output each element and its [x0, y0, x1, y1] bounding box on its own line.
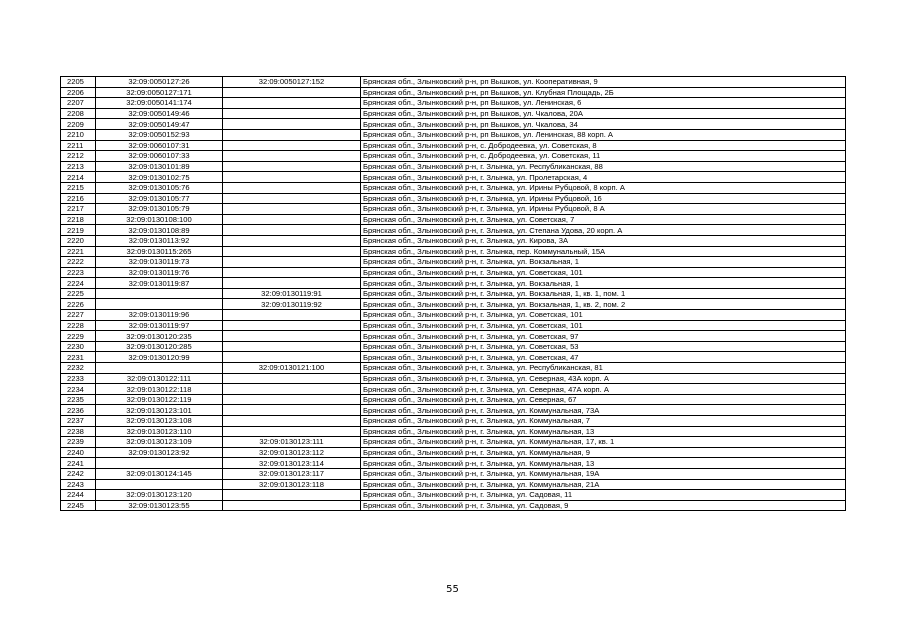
address-cell: Брянская обл., Злынковский р-н, рп Вышков, ул. Клубная Площадь, 2Б: [361, 87, 846, 98]
cadastral-number-cell: 32:09:0130115:265: [96, 246, 223, 257]
cadastral-number-cell: 32:09:0050127:171: [96, 87, 223, 98]
cadastral-number-cell: 32:09:0130124:145: [96, 468, 223, 479]
row-number-cell: 2218: [61, 214, 96, 225]
row-number-cell: 2228: [61, 320, 96, 331]
related-cadastral-number-cell: 32:09:0130123:118: [223, 479, 361, 490]
registry-table-body: [61, 77, 846, 511]
address-cell: Брянская обл., Злынковский р-н, г. Злынка, ул. Ирины Рубцовой, 8 корп. А: [361, 182, 846, 193]
page-number: 55: [446, 584, 459, 595]
table-row: [61, 384, 846, 395]
address-cell: Брянская обл., Злынковский р-н, г. Злынка, ул. Кирова, 3А: [361, 235, 846, 246]
table-row: [61, 225, 846, 236]
table-row: [61, 129, 846, 140]
related-cadastral-number-cell: [223, 108, 361, 119]
related-cadastral-number-cell: 32:09:0130123:114: [223, 458, 361, 469]
related-cadastral-number-cell: [223, 98, 361, 109]
related-cadastral-number-cell: [223, 246, 361, 257]
address-cell: Брянская обл., Злынковский р-н, г. Злынка, ул. Коммунальная, 13: [361, 458, 846, 469]
row-number-cell: 2233: [61, 373, 96, 384]
address-cell: Брянская обл., Злынковский р-н, г. Злынка, ул. Коммунальная, 73А: [361, 405, 846, 416]
row-number-cell: 2221: [61, 246, 96, 257]
address-cell: Брянская обл., Злынковский р-н, г. Злынка, ул. Коммунальная, 13: [361, 426, 846, 437]
address-cell: Брянская обл., Злынковский р-н, г. Злынка, ул. Советская, 47: [361, 352, 846, 363]
related-cadastral-number-cell: [223, 394, 361, 405]
row-number-cell: 2223: [61, 267, 96, 278]
cadastral-number-cell: [96, 299, 223, 310]
table-row: [61, 140, 846, 151]
related-cadastral-number-cell: [223, 352, 361, 363]
row-number-cell: 2219: [61, 225, 96, 236]
row-number-cell: 2237: [61, 416, 96, 427]
cadastral-number-cell: 32:09:0130102:75: [96, 172, 223, 183]
cadastral-number-cell: 32:09:0060107:31: [96, 140, 223, 151]
cadastral-number-cell: 32:09:0130105:79: [96, 204, 223, 215]
cadastral-number-cell: 32:09:0130101:89: [96, 161, 223, 172]
address-cell: Брянская обл., Злынковский р-н, г. Злынка, ул. Садовая, 11: [361, 490, 846, 501]
related-cadastral-number-cell: [223, 161, 361, 172]
row-number-cell: 2239: [61, 437, 96, 448]
address-cell: Брянская обл., Злынковский р-н, г. Злынка, ул. Советская, 7: [361, 214, 846, 225]
address-cell: Брянская обл., Злынковский р-н, г. Злынка, ул. Коммунальная, 9: [361, 447, 846, 458]
table-row: [61, 363, 846, 374]
related-cadastral-number-cell: [223, 151, 361, 162]
cadastral-number-cell: 32:09:0130122:118: [96, 384, 223, 395]
table-row: [61, 77, 846, 88]
address-cell: Брянская обл., Злынковский р-н, рп Вышков, ул. Кооперативная, 9: [361, 77, 846, 88]
related-cadastral-number-cell: [223, 310, 361, 321]
row-number-cell: 2206: [61, 87, 96, 98]
address-cell: Брянская обл., Злынковский р-н, г. Злынка, ул. Вокзальная, 1, кв. 1, пом. 1: [361, 288, 846, 299]
row-number-cell: 2224: [61, 278, 96, 289]
cadastral-number-cell: 32:09:0130123:110: [96, 426, 223, 437]
related-cadastral-number-cell: [223, 320, 361, 331]
address-cell: Брянская обл., Злынковский р-н, с. Добродеевка, ул. Советская, 8: [361, 140, 846, 151]
address-cell: Брянская обл., Злынковский р-н, г. Злынка, ул. Республиканская, 81: [361, 363, 846, 374]
cadastral-number-cell: 32:09:0060107:33: [96, 151, 223, 162]
table-row: [61, 416, 846, 427]
row-number-cell: 2225: [61, 288, 96, 299]
address-cell: Брянская обл., Злынковский р-н, г. Злынка, ул. Вокзальная, 1: [361, 257, 846, 268]
row-number-cell: 2215: [61, 182, 96, 193]
related-cadastral-number-cell: [223, 267, 361, 278]
related-cadastral-number-cell: 32:09:0130123:112: [223, 447, 361, 458]
related-cadastral-number-cell: 32:09:0130119:92: [223, 299, 361, 310]
address-cell: Брянская обл., Злынковский р-н, г. Злынка, ул. Степана Удова, 20 корп. А: [361, 225, 846, 236]
cadastral-number-cell: 32:09:0130120:285: [96, 341, 223, 352]
table-row: [61, 182, 846, 193]
row-number-cell: 2244: [61, 490, 96, 501]
table-row: [61, 447, 846, 458]
cadastral-number-cell: [96, 288, 223, 299]
row-number-cell: 2230: [61, 341, 96, 352]
related-cadastral-number-cell: [223, 257, 361, 268]
cadastral-number-cell: 32:09:0130113:92: [96, 235, 223, 246]
related-cadastral-number-cell: [223, 416, 361, 427]
cadastral-number-cell: 32:09:0130119:76: [96, 267, 223, 278]
address-cell: Брянская обл., Злынковский р-н, г. Злынка, ул. Республиканская, 88: [361, 161, 846, 172]
registry-table-container: [60, 76, 845, 511]
address-cell: Брянская обл., Злынковский р-н, г. Злынка, ул. Пролетарская, 4: [361, 172, 846, 183]
related-cadastral-number-cell: [223, 331, 361, 342]
table-row: [61, 479, 846, 490]
address-cell: Брянская обл., Злынковский р-н, рп Вышков, ул. Чкалова, 34: [361, 119, 846, 130]
related-cadastral-number-cell: [223, 87, 361, 98]
row-number-cell: 2240: [61, 447, 96, 458]
address-cell: Брянская обл., Злынковский р-н, г. Злынка, ул. Советская, 53: [361, 341, 846, 352]
address-cell: Брянская обл., Злынковский р-н, г. Злынка, ул. Вокзальная, 1: [361, 278, 846, 289]
cadastral-number-cell: [96, 458, 223, 469]
address-cell: Брянская обл., Злынковский р-н, г. Злынка, ул. Советская, 101: [361, 310, 846, 321]
related-cadastral-number-cell: [223, 384, 361, 395]
related-cadastral-number-cell: 32:09:0130119:91: [223, 288, 361, 299]
cadastral-number-cell: 32:09:0130119:73: [96, 257, 223, 268]
table-row: [61, 405, 846, 416]
related-cadastral-number-cell: [223, 426, 361, 437]
cadastral-number-cell: 32:09:0130119:87: [96, 278, 223, 289]
cadastral-number-cell: 32:09:0130123:92: [96, 447, 223, 458]
cadastral-number-cell: 32:09:0050141:174: [96, 98, 223, 109]
table-row: [61, 331, 846, 342]
row-number-cell: 2243: [61, 479, 96, 490]
cadastral-number-cell: 32:09:0050149:47: [96, 119, 223, 130]
cadastral-number-cell: 32:09:0130123:108: [96, 416, 223, 427]
table-row: [61, 394, 846, 405]
cadastral-number-cell: 32:09:0050127:26: [96, 77, 223, 88]
table-row: [61, 87, 846, 98]
cadastral-number-cell: 32:09:0130120:235: [96, 331, 223, 342]
row-number-cell: 2207: [61, 98, 96, 109]
row-number-cell: 2235: [61, 394, 96, 405]
row-number-cell: 2209: [61, 119, 96, 130]
address-cell: Брянская обл., Злынковский р-н, г. Злынка, ул. Ирины Рубцовой, 16: [361, 193, 846, 204]
cadastral-number-cell: 32:09:0050149:46: [96, 108, 223, 119]
row-number-cell: 2234: [61, 384, 96, 395]
row-number-cell: 2242: [61, 468, 96, 479]
related-cadastral-number-cell: [223, 225, 361, 236]
row-number-cell: 2241: [61, 458, 96, 469]
table-row: [61, 500, 846, 511]
row-number-cell: 2211: [61, 140, 96, 151]
related-cadastral-number-cell: [223, 500, 361, 511]
table-row: [61, 98, 846, 109]
cadastral-number-cell: [96, 479, 223, 490]
row-number-cell: 2208: [61, 108, 96, 119]
related-cadastral-number-cell: [223, 341, 361, 352]
related-cadastral-number-cell: [223, 204, 361, 215]
table-row: [61, 437, 846, 448]
related-cadastral-number-cell: [223, 490, 361, 501]
address-cell: Брянская обл., Злынковский р-н, г. Злынка, пер. Коммунальный, 15А: [361, 246, 846, 257]
table-row: [61, 204, 846, 215]
row-number-cell: 2220: [61, 235, 96, 246]
cadastral-number-cell: 32:09:0130108:100: [96, 214, 223, 225]
related-cadastral-number-cell: [223, 172, 361, 183]
related-cadastral-number-cell: 32:09:0130123:111: [223, 437, 361, 448]
row-number-cell: 2245: [61, 500, 96, 511]
table-row: [61, 490, 846, 501]
address-cell: Брянская обл., Злынковский р-н, г. Злынка, ул. Советская, 101: [361, 320, 846, 331]
row-number-cell: 2238: [61, 426, 96, 437]
cadastral-number-cell: 32:09:0130119:97: [96, 320, 223, 331]
related-cadastral-number-cell: 32:09:0050127:152: [223, 77, 361, 88]
address-cell: Брянская обл., Злынковский р-н, г. Злынка, ул. Вокзальная, 1, кв. 2, пом. 2: [361, 299, 846, 310]
table-row: [61, 172, 846, 183]
table-row: [61, 151, 846, 162]
table-row: [61, 161, 846, 172]
related-cadastral-number-cell: [223, 235, 361, 246]
address-cell: Брянская обл., Злынковский р-н, рп Вышков, ул. Ленинская, 88 корп. А: [361, 129, 846, 140]
row-number-cell: 2210: [61, 129, 96, 140]
address-cell: Брянская обл., Злынковский р-н, рп Вышков, ул. Чкалова, 20А: [361, 108, 846, 119]
related-cadastral-number-cell: [223, 405, 361, 416]
row-number-cell: 2236: [61, 405, 96, 416]
related-cadastral-number-cell: 32:09:0130121:100: [223, 363, 361, 374]
related-cadastral-number-cell: [223, 129, 361, 140]
cadastral-number-cell: 32:09:0130122:119: [96, 394, 223, 405]
cadastral-number-cell: 32:09:0130122:111: [96, 373, 223, 384]
address-cell: Брянская обл., Злынковский р-н, г. Злынка, ул. Садовая, 9: [361, 500, 846, 511]
row-number-cell: 2216: [61, 193, 96, 204]
address-cell: Брянская обл., Злынковский р-н, с. Добродеевка, ул. Советская, 11: [361, 151, 846, 162]
address-cell: Брянская обл., Злынковский р-н, г. Злынка, ул. Северная, 47А корп. А: [361, 384, 846, 395]
table-row: [61, 468, 846, 479]
related-cadastral-number-cell: [223, 140, 361, 151]
table-row: [61, 341, 846, 352]
cadastral-number-cell: 32:09:0130105:76: [96, 182, 223, 193]
row-number-cell: 2214: [61, 172, 96, 183]
table-row: [61, 320, 846, 331]
address-cell: Брянская обл., Злынковский р-н, г. Злынка, ул. Советская, 97: [361, 331, 846, 342]
address-cell: Брянская обл., Злынковский р-н, г. Злынка, ул. Советская, 101: [361, 267, 846, 278]
table-row: [61, 246, 846, 257]
cadastral-number-cell: 32:09:0130120:99: [96, 352, 223, 363]
address-cell: Брянская обл., Злынковский р-н, г. Злынка, ул. Коммунальная, 19А: [361, 468, 846, 479]
address-cell: Брянская обл., Злынковский р-н, рп Вышков, ул. Ленинская, 6: [361, 98, 846, 109]
row-number-cell: 2213: [61, 161, 96, 172]
row-number-cell: 2222: [61, 257, 96, 268]
row-number-cell: 2231: [61, 352, 96, 363]
row-number-cell: 2232: [61, 363, 96, 374]
cadastral-number-cell: 32:09:0130119:96: [96, 310, 223, 321]
table-row: [61, 235, 846, 246]
cadastral-number-cell: 32:09:0130123:120: [96, 490, 223, 501]
cadastral-number-cell: 32:09:0130123:109: [96, 437, 223, 448]
cadastral-number-cell: 32:09:0130108:89: [96, 225, 223, 236]
table-row: [61, 426, 846, 437]
related-cadastral-number-cell: 32:09:0130123:117: [223, 468, 361, 479]
cadastral-number-cell: 32:09:0050152:93: [96, 129, 223, 140]
address-cell: Брянская обл., Злынковский р-н, г. Злынка, ул. Северная, 67: [361, 394, 846, 405]
table-row: [61, 299, 846, 310]
table-row: [61, 257, 846, 268]
table-row: [61, 288, 846, 299]
table-row: [61, 214, 846, 225]
row-number-cell: 2205: [61, 77, 96, 88]
table-row: [61, 458, 846, 469]
related-cadastral-number-cell: [223, 214, 361, 225]
table-row: [61, 373, 846, 384]
table-row: [61, 119, 846, 130]
row-number-cell: 2217: [61, 204, 96, 215]
table-row: [61, 108, 846, 119]
row-number-cell: 2212: [61, 151, 96, 162]
row-number-cell: 2226: [61, 299, 96, 310]
row-number-cell: 2229: [61, 331, 96, 342]
address-cell: Брянская обл., Злынковский р-н, г. Злынка, ул. Ирины Рубцовой, 8 А: [361, 204, 846, 215]
related-cadastral-number-cell: [223, 119, 361, 130]
related-cadastral-number-cell: [223, 373, 361, 384]
table-row: [61, 352, 846, 363]
cadastral-number-cell: [96, 363, 223, 374]
address-cell: Брянская обл., Злынковский р-н, г. Злынка, ул. Коммунальная, 17, кв. 1: [361, 437, 846, 448]
related-cadastral-number-cell: [223, 182, 361, 193]
cadastral-number-cell: 32:09:0130123:101: [96, 405, 223, 416]
registry-table: [60, 76, 846, 511]
cadastral-number-cell: 32:09:0130105:77: [96, 193, 223, 204]
related-cadastral-number-cell: [223, 193, 361, 204]
related-cadastral-number-cell: [223, 278, 361, 289]
row-number-cell: 2227: [61, 310, 96, 321]
table-row: [61, 278, 846, 289]
cadastral-number-cell: 32:09:0130123:55: [96, 500, 223, 511]
address-cell: Брянская обл., Злынковский р-н, г. Злынка, ул. Северная, 43А корп. А: [361, 373, 846, 384]
address-cell: Брянская обл., Злынковский р-н, г. Злынка, ул. Коммунальная, 7: [361, 416, 846, 427]
address-cell: Брянская обл., Злынковский р-н, г. Злынка, ул. Коммунальная, 21А: [361, 479, 846, 490]
table-row: [61, 310, 846, 321]
table-row: [61, 193, 846, 204]
table-row: [61, 267, 846, 278]
